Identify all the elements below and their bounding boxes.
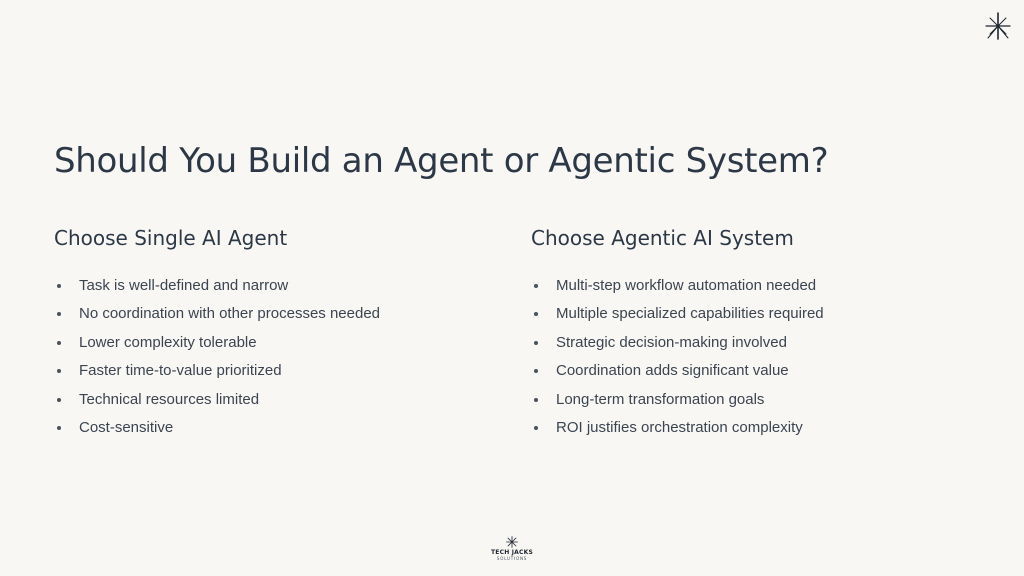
list-item	[54, 386, 494, 414]
bullet-icon	[534, 341, 538, 345]
bullet-icon	[57, 341, 61, 345]
list-item	[54, 300, 494, 328]
list-item-text: Multi-step workflow automation needed	[556, 277, 817, 294]
list-item	[54, 414, 494, 442]
agentic-system-heading: Choose Agentic AI System	[531, 226, 794, 250]
list-item-text: Multiple specialized capabilities required	[556, 305, 824, 323]
footer-logo	[487, 536, 537, 566]
bullet-icon	[534, 312, 538, 316]
bullet-icon	[534, 398, 538, 402]
single-agent-list	[54, 272, 494, 442]
bullet-icon	[534, 284, 538, 288]
star-burst-icon	[505, 536, 519, 548]
list-item	[531, 357, 971, 385]
bullet-icon	[57, 369, 61, 373]
list-item	[531, 300, 971, 328]
list-item	[531, 386, 971, 414]
list-item	[531, 272, 971, 300]
footer-brand: TECH JACKS	[491, 549, 533, 556]
list-item	[54, 357, 494, 385]
list-item-text: Technical resources limited	[79, 390, 260, 408]
bullet-icon	[534, 369, 538, 373]
list-item-text: ROI justifies orchestration complexity	[556, 419, 803, 437]
single-agent-heading: Choose Single AI Agent	[54, 226, 288, 250]
agentic-system-list	[531, 272, 971, 442]
list-item-text: Lower complexity tolerable	[79, 333, 257, 351]
list-item-text: Coordination adds significant value	[556, 362, 789, 380]
bullet-icon	[534, 426, 538, 430]
bullet-icon	[57, 284, 61, 288]
list-item	[531, 414, 971, 442]
bullet-icon	[57, 426, 61, 430]
list-item-text: Cost-sensitive	[79, 419, 174, 437]
list-item-text: No coordination with other processes needed	[79, 305, 381, 323]
single-agent-column	[54, 222, 494, 442]
list-item-text: Faster time-to-value prioritized	[79, 362, 282, 380]
list-item-text: Long-term transformation goals	[556, 390, 765, 408]
agentic-system-column	[531, 222, 971, 442]
bullet-icon	[57, 398, 61, 402]
list-item	[531, 329, 971, 357]
list-item	[54, 272, 494, 300]
list-item-text: Strategic decision-making involved	[556, 333, 787, 351]
bullet-icon	[57, 312, 61, 316]
star-burst-icon	[982, 10, 1014, 42]
slide-title: Should You Build an Agent or Agentic System?	[54, 141, 829, 181]
list-item	[54, 329, 494, 357]
footer-subtitle: SOLUTIONS	[496, 556, 528, 561]
list-item-text: Task is well-defined and narrow	[79, 277, 289, 294]
